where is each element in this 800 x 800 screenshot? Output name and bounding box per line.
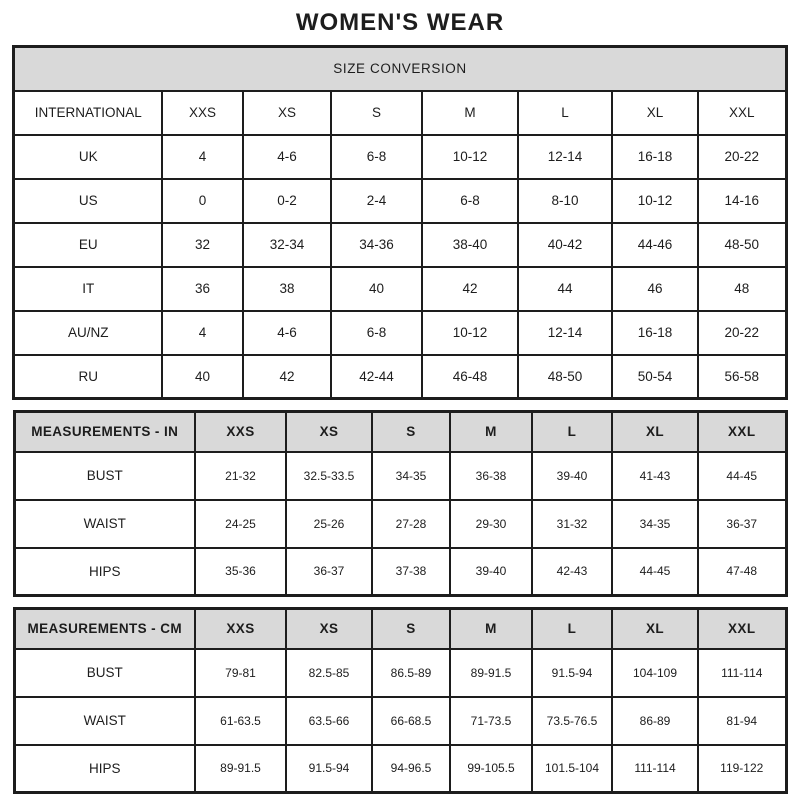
table-cell: 34-35 [372,452,450,500]
row-label-us: US [14,179,162,223]
table-cell: 10-12 [422,135,518,179]
table-row-bust [14,452,786,500]
column-header-s: S [331,91,422,135]
table-row-waist [14,500,786,548]
row-label-aunz: AU/NZ [14,311,162,355]
table-cell: 61-63.5 [195,697,286,745]
table-cell: 86.5-89 [372,649,450,697]
table-cell: 14-16 [698,179,786,223]
table-cell: 6-8 [331,311,422,355]
row-label-ru: RU [14,355,162,399]
table-cell: 4-6 [243,311,331,355]
table-cell: 38-40 [422,223,518,267]
table-cell: 0 [162,179,243,223]
column-header-xxs: XXS [162,91,243,135]
column-header-m: M [450,412,532,452]
table-row-hips [14,548,786,596]
column-header-s: S [372,412,450,452]
row-label-bust: BUST [14,649,195,697]
table-cell: 63.5-66 [286,697,372,745]
column-header-l: L [532,412,612,452]
size-conversion-table [12,45,787,400]
table-row-uk [14,135,786,179]
table-cell: 44-45 [698,452,786,500]
column-header-xs: XS [243,91,331,135]
table-row-hips [14,745,786,793]
row-label-hips: HIPS [14,745,195,793]
table-cell: 40 [162,355,243,399]
row-label-uk: UK [14,135,162,179]
table-cell: 91.5-94 [286,745,372,793]
table-cell: 34-36 [331,223,422,267]
table-cell: 4-6 [243,135,331,179]
row-label-waist: WAIST [14,500,195,548]
table-cell: 46 [612,267,698,311]
page-title: WOMEN'S WEAR [295,9,505,36]
table-cell: 46-48 [422,355,518,399]
table-cell: 104-109 [612,649,698,697]
table-row-ru [14,355,786,399]
table-cell: 39-40 [450,548,532,596]
table-cell: 40 [331,267,422,311]
row-label-waist: WAIST [14,697,195,745]
table-cell: 42-44 [331,355,422,399]
table-cell: 32 [162,223,243,267]
table-cell: 42 [422,267,518,311]
row-label-eu: EU [14,223,162,267]
table-cell: 36-37 [286,548,372,596]
measurements-in-table [13,410,788,597]
column-header-xxs: XXS [195,412,286,452]
table-cell: 48 [698,267,786,311]
table-cell: 6-8 [331,135,422,179]
table-row-waist [14,697,786,745]
table-cell: 47-48 [698,548,786,596]
table-cell: 10-12 [612,179,698,223]
table-cell: 42-43 [532,548,612,596]
table-cell: 71-73.5 [450,697,532,745]
table-cell: 119-122 [698,745,786,793]
table-cell: 32.5-33.5 [286,452,372,500]
column-header-international: INTERNATIONAL [14,91,162,135]
table-cell: 27-28 [372,500,450,548]
table-cell: 40-42 [518,223,612,267]
table-cell: 99-105.5 [450,745,532,793]
table-cell: 44-46 [612,223,698,267]
table-cell: 111-114 [698,649,786,697]
table-cell: 41-43 [612,452,698,500]
measurements-in-header: MEASUREMENTS - IN [14,412,195,452]
row-label-bust: BUST [14,452,195,500]
table-cell: 50-54 [612,355,698,399]
table-cell: 10-12 [422,311,518,355]
column-header-s: S [372,609,450,649]
table-cell: 4 [162,135,243,179]
table-cell: 25-26 [286,500,372,548]
row-label-it: IT [14,267,162,311]
table-cell: 0-2 [243,179,331,223]
table-cell: 91.5-94 [532,649,612,697]
table-cell: 66-68.5 [372,697,450,745]
table-cell: 111-114 [612,745,698,793]
table-cell: 42 [243,355,331,399]
table-cell: 86-89 [612,697,698,745]
column-header-row [14,91,786,135]
table-cell: 81-94 [698,697,786,745]
column-header-l: L [518,91,612,135]
row-label-hips: HIPS [14,548,195,596]
table-cell: 48-50 [518,355,612,399]
measurements-cm-table [13,607,788,794]
size-conversion-header: SIZE CONVERSION [14,47,786,91]
table-cell: 94-96.5 [372,745,450,793]
table-cell: 29-30 [450,500,532,548]
table-cell: 79-81 [195,649,286,697]
column-header-xl: XL [612,91,698,135]
table-row-bust [14,649,786,697]
column-header-l: L [532,609,612,649]
table-cell: 48-50 [698,223,786,267]
column-header-m: M [422,91,518,135]
table-row-it [14,267,786,311]
table-cell: 36-37 [698,500,786,548]
column-header-xl: XL [612,609,698,649]
column-header-xxl: XXL [698,412,786,452]
table-cell: 6-8 [422,179,518,223]
column-header-xs: XS [286,609,372,649]
table-cell: 37-38 [372,548,450,596]
table-cell: 36 [162,267,243,311]
table-cell: 2-4 [331,179,422,223]
column-header-xxl: XXL [698,91,786,135]
table-cell: 4 [162,311,243,355]
table-banner-row [14,47,786,91]
table-cell: 12-14 [518,135,612,179]
column-header-xxs: XXS [195,609,286,649]
table-cell: 31-32 [532,500,612,548]
table-cell: 16-18 [612,311,698,355]
table-cell: 82.5-85 [286,649,372,697]
column-header-xs: XS [286,412,372,452]
table-cell: 56-58 [698,355,786,399]
table-cell: 24-25 [195,500,286,548]
table-cell: 39-40 [532,452,612,500]
column-header-m: M [450,609,532,649]
table-cell: 89-91.5 [450,649,532,697]
column-header-xl: XL [612,412,698,452]
column-header-row [14,412,786,452]
table-cell: 32-34 [243,223,331,267]
table-cell: 12-14 [518,311,612,355]
table-cell: 34-35 [612,500,698,548]
column-header-xxl: XXL [698,609,786,649]
table-cell: 89-91.5 [195,745,286,793]
table-cell: 16-18 [612,135,698,179]
table-cell: 101.5-104 [532,745,612,793]
table-cell: 44-45 [612,548,698,596]
measurements-cm-header: MEASUREMENTS - CM [14,609,195,649]
table-cell: 38 [243,267,331,311]
table-cell: 36-38 [450,452,532,500]
table-cell: 44 [518,267,612,311]
table-cell: 35-36 [195,548,286,596]
table-cell: 20-22 [698,135,786,179]
table-row-us [14,179,786,223]
column-header-row [14,609,786,649]
table-cell: 73.5-76.5 [532,697,612,745]
table-row-eu [14,223,786,267]
table-cell: 21-32 [195,452,286,500]
table-cell: 20-22 [698,311,786,355]
table-cell: 8-10 [518,179,612,223]
table-row-aunz [14,311,786,355]
